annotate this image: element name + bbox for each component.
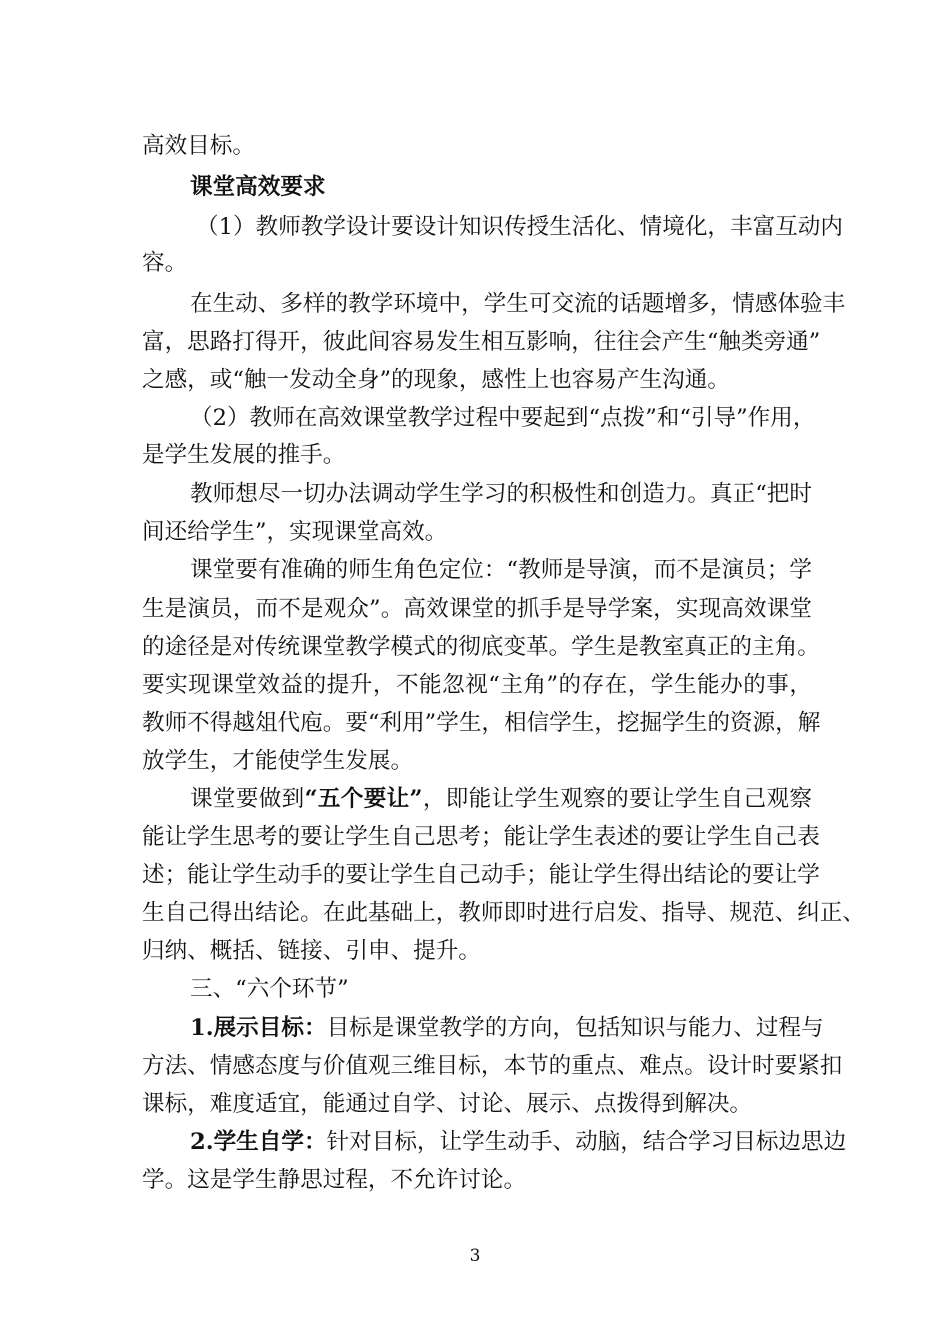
- text-line: 教师不得越俎代庖。要“利用”学生，相信学生，挖掘学生的资源，解: [142, 710, 821, 736]
- text-line: 要实现课堂效益的提升，不能忽视“主角”的存在，学生能办的事，: [142, 672, 812, 698]
- section-heading: 课堂高效要求: [190, 174, 326, 200]
- text-line: （1）教师教学设计要设计知识传授生活化、情境化，丰富互动内: [196, 214, 843, 240]
- text-line: 容。: [142, 250, 188, 276]
- emphasis-text: “五个要让”: [304, 786, 423, 812]
- text-line: 生自己得出结论。在此基础上，教师即时进行启发、指导、规范、纠正、: [142, 900, 865, 926]
- text-line: 富，思路打得开，彼此间容易发生相互影响，往往会产生“触类旁通”: [142, 329, 821, 355]
- text-segment: ，即能让学生观察的要让学生自己观察: [422, 786, 813, 812]
- text-line: 课堂要有准确的师生角色定位：“教师是导演，而不是演员；学: [190, 557, 812, 583]
- text-line: 归纳、概括、链接、引申、提升。: [142, 938, 481, 964]
- text-line: 放学生，才能使学生发展。: [142, 748, 414, 774]
- text-line: 学。这是学生静思过程，不允许讨论。: [142, 1167, 527, 1193]
- item-heading: 1.展示目标：: [190, 1015, 327, 1041]
- text-segment: 目标是课堂教学的方向，包括知识与能力、过程与: [326, 1015, 824, 1041]
- text-line: 之感，或“触一发动全身”的现象，感性上也容易产生沟通。: [142, 367, 730, 393]
- text-line: [190, 1125, 847, 1159]
- text-line: （2）教师在高效课堂教学过程中要起到“点拨”和“引导”作用，: [190, 405, 816, 431]
- text-line: 间还给学生”，实现课堂高效。: [142, 519, 448, 545]
- text-line: 生是演员，而不是观众”。高效课堂的抓手是导学案，实现高效课堂: [142, 596, 812, 622]
- text-line: [190, 782, 812, 816]
- item-heading: 2.学生自学：: [190, 1129, 327, 1155]
- text-line: 是学生发展的推手。: [142, 442, 346, 468]
- section-heading: 三、“六个环节”: [190, 976, 349, 1002]
- text-line: 在生动、多样的教学环境中，学生可交流的话题增多，情感体验丰: [190, 291, 846, 317]
- text-line: 述；能让学生动手的要让学生自己动手；能让学生得出结论的要让学: [142, 862, 820, 888]
- text-segment: 课堂要做到: [190, 786, 305, 812]
- text-line: 方法、情感态度与价值观三维目标，本节的重点、难点。设计时要紧扣: [142, 1053, 843, 1079]
- text-line: 教师想尽一切办法调动学生学习的积极性和创造力。真正“把时: [190, 481, 812, 507]
- page-number: 3: [469, 1246, 481, 1266]
- text-line: [190, 1011, 824, 1045]
- text-segment: 针对目标，让学生动手、动脑，结合学习目标边思边: [326, 1129, 847, 1155]
- text-line: 高效目标。: [142, 133, 255, 159]
- text-line: 课标，难度适宜，能通过自学、讨论、展示、点拨得到解决。: [142, 1091, 753, 1117]
- text-line: 的途径是对传统课堂教学模式的彻底变革。学生是教室真正的主角。: [142, 634, 820, 660]
- text-line: 能让学生思考的要让学生自己思考；能让学生表述的要让学生自己表: [142, 824, 820, 850]
